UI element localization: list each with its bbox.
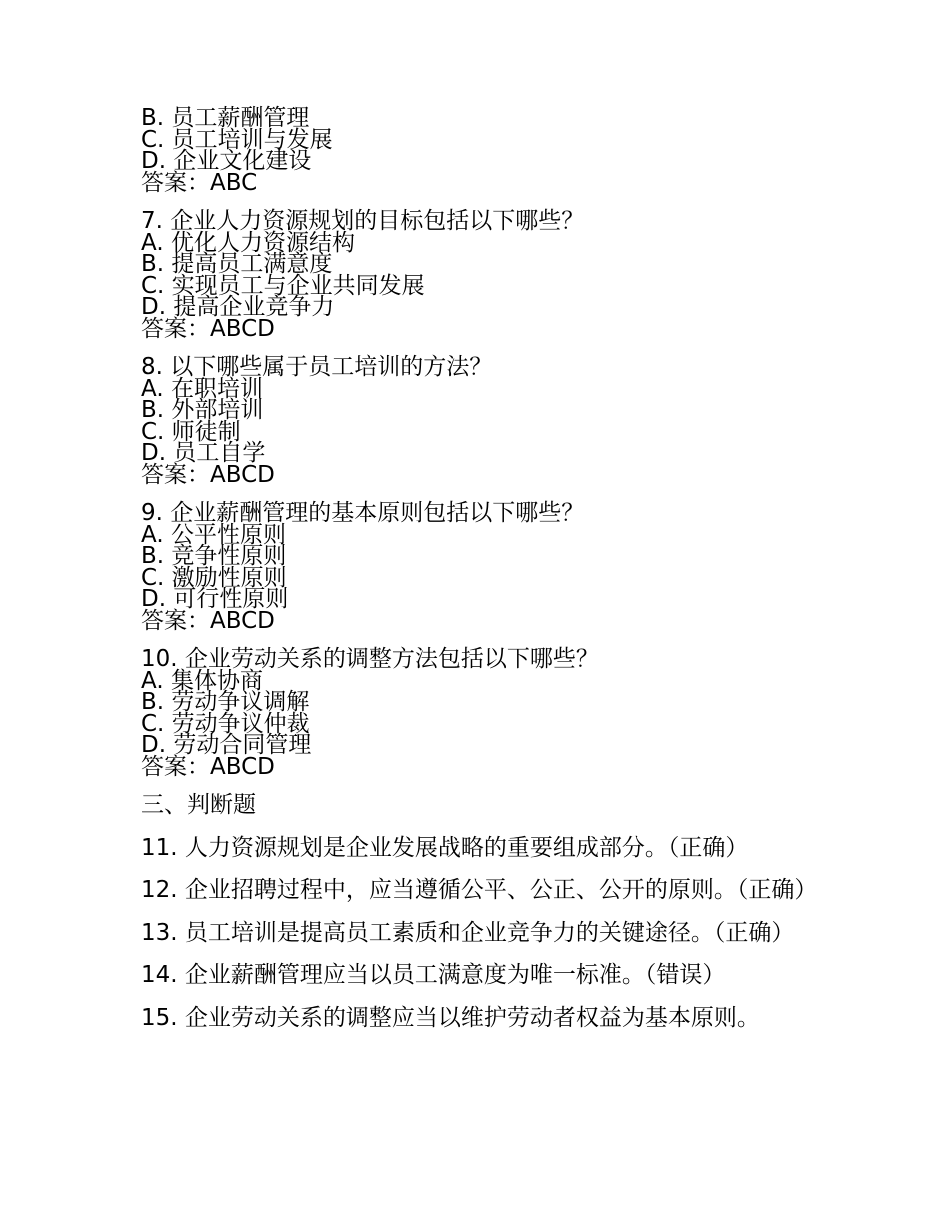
option-c: C. 实现员工与企业共同发展 bbox=[141, 272, 425, 299]
judgment-11: 11. 人力资源规划是企业发展战略的重要组成部分。（正确） bbox=[141, 834, 749, 861]
answer: 答案：ABCD bbox=[141, 315, 275, 342]
question-text: 7. 企业人力资源规划的目标包括以下哪些？ bbox=[141, 208, 585, 234]
question-text: 8. 以下哪些属于员工培训的方法？ bbox=[141, 354, 493, 380]
question-10 bbox=[141, 646, 811, 780]
option-d: D. 企业文化建设 bbox=[141, 148, 312, 174]
answer: 答案：ABCD bbox=[141, 607, 275, 634]
judgment-13: 13. 员工培训是提高员工素质和企业竞争力的关键途径。（正确） bbox=[141, 919, 795, 946]
option-b: B. 员工薪酬管理 bbox=[141, 105, 310, 131]
section-title-judgment: 三、判断题 bbox=[141, 792, 256, 818]
option-b: B. 外部培训 bbox=[141, 397, 264, 423]
answer: 答案：ABCD bbox=[141, 753, 275, 780]
option-c: C. 师徒制 bbox=[141, 418, 241, 445]
option-c: C. 员工培训与发展 bbox=[141, 126, 333, 153]
option-b: B. 提高员工满意度 bbox=[141, 251, 333, 277]
answer: 答案：ABC bbox=[141, 169, 258, 196]
judgment-12: 12. 企业招聘过程中，应当遵循公平、公正、公开的原则。（正确） bbox=[141, 877, 818, 903]
option-b: B. 劳动争议调解 bbox=[141, 689, 310, 715]
judgment-15: 15. 企业劳动关系的调整应当以维护劳动者权益为基本原则。 bbox=[141, 1004, 760, 1031]
option-d: D. 员工自学 bbox=[141, 440, 266, 466]
option-d: D. 提高企业竞争力 bbox=[141, 294, 335, 320]
question-6-continued bbox=[141, 105, 811, 196]
option-a: A. 优化人力资源结构 bbox=[141, 229, 355, 256]
question-8 bbox=[141, 354, 811, 488]
answer: 答案：ABCD bbox=[141, 461, 275, 488]
document-page bbox=[141, 105, 818, 1050]
option-c: C. 激励性原则 bbox=[141, 564, 287, 591]
option-b: B. 竞争性原则 bbox=[141, 543, 287, 569]
option-a: A. 集体协商 bbox=[141, 667, 263, 694]
option-a: A. 在职培训 bbox=[141, 375, 263, 402]
option-a: A. 公平性原则 bbox=[141, 521, 286, 548]
question-7 bbox=[141, 208, 811, 342]
option-d: D. 可行性原则 bbox=[141, 586, 289, 612]
option-c: C. 劳动争议仲裁 bbox=[141, 710, 310, 737]
question-9 bbox=[141, 500, 811, 634]
judgment-14: 14. 企业薪酬管理应当以员工满意度为唯一标准。（错误） bbox=[141, 962, 726, 988]
question-text: 9. 企业薪酬管理的基本原则包括以下哪些？ bbox=[141, 500, 585, 526]
question-text: 10. 企业劳动关系的调整方法包括以下哪些？ bbox=[141, 646, 599, 672]
option-d: D. 劳动合同管理 bbox=[141, 732, 312, 758]
